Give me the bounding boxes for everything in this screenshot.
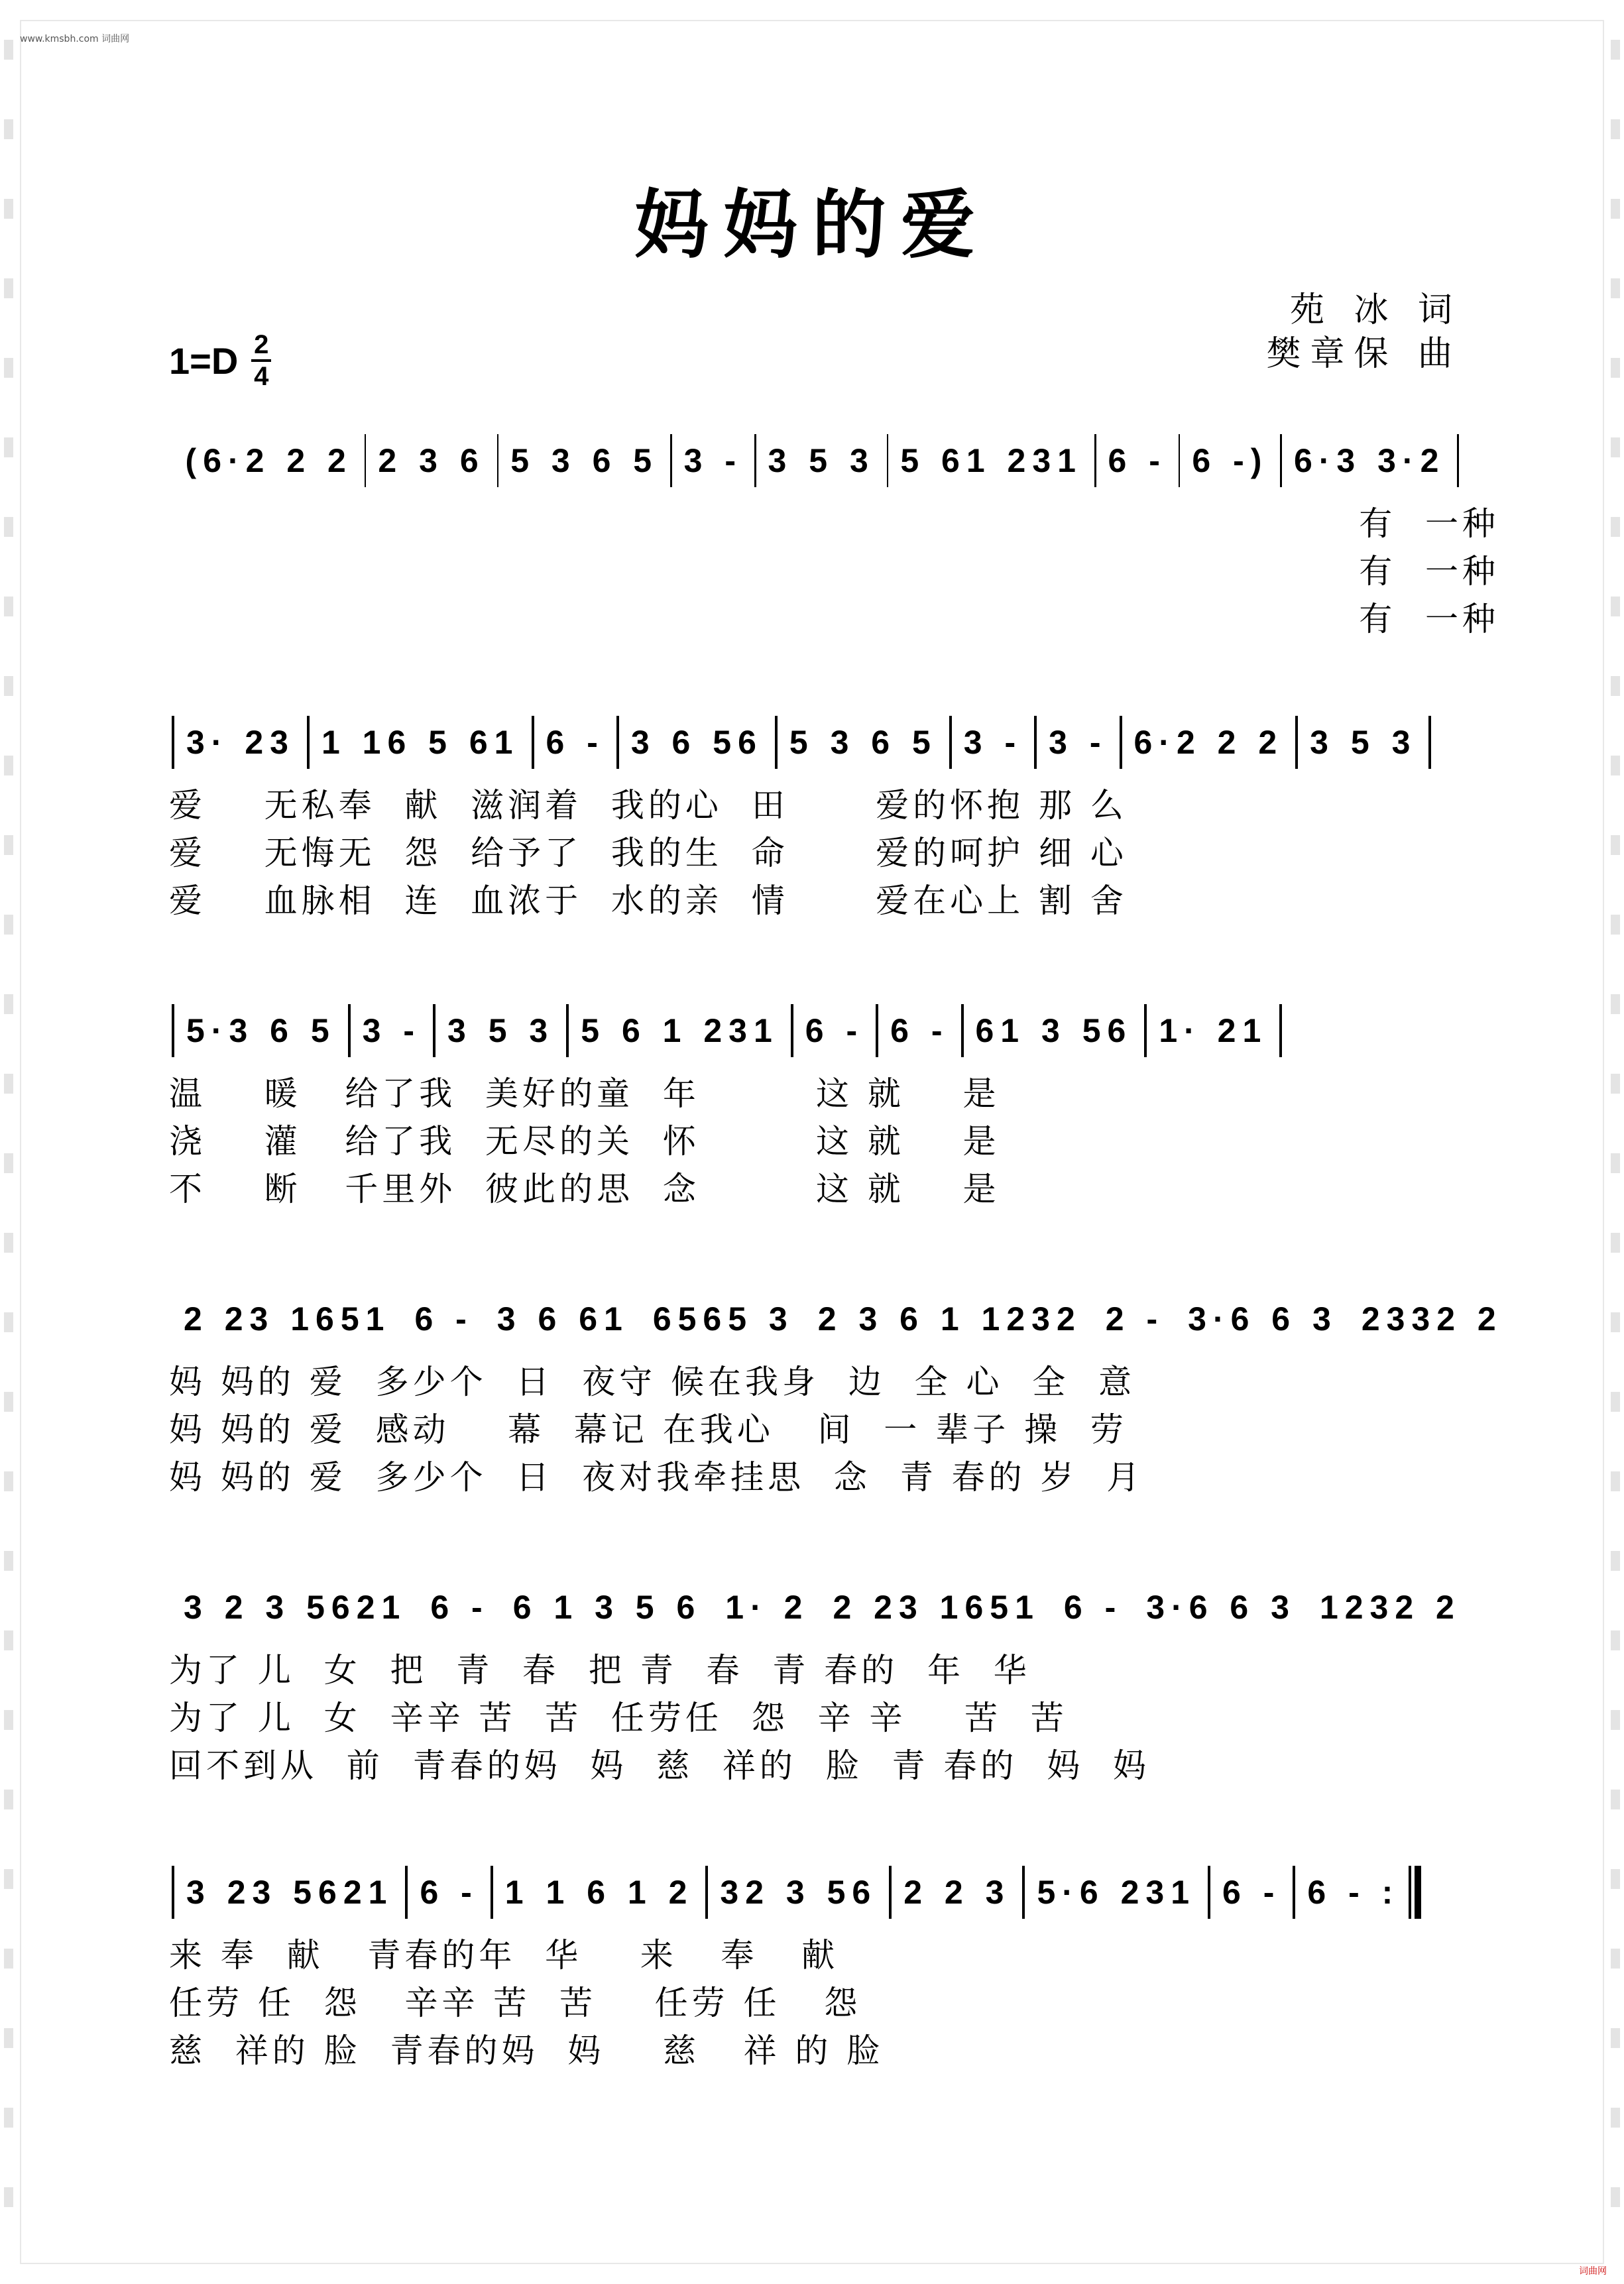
measure: 5 61 231 (900, 442, 1082, 479)
barline (876, 1004, 878, 1057)
key-signature (169, 331, 271, 390)
barline (775, 716, 778, 769)
meter-top: 2 (254, 330, 269, 359)
measure: 1· 2 (725, 1589, 809, 1626)
measure: 3·6 6 3 (1188, 1300, 1338, 1338)
measure: 6 - (546, 724, 605, 761)
lyric-verse-3: 爱 血脉相 连 血浓于 水的亲 情 爱在心上 割 舍 (169, 882, 1128, 920)
measure: 3 2 3 5621 (184, 1589, 407, 1626)
credits (1266, 288, 1462, 376)
barline (433, 1004, 435, 1057)
barline (1094, 434, 1096, 487)
lyric-verse-1: 为了 儿 女 把 青 春 把 青 春 青 春的 年 华 (169, 1651, 1031, 1689)
notes-row (169, 994, 1462, 1067)
measure: 3 - (683, 442, 742, 479)
barline (497, 434, 499, 487)
measure: 3 6 61 (496, 1300, 629, 1338)
lyric-verse-1: 爱 无私奉 献 滋润着 我的心 田 爱的怀抱 那 么 (169, 786, 1128, 825)
measure: 3· 23 (186, 724, 295, 761)
measure: 6 - (1108, 442, 1167, 479)
measure: 6·3 3·2 (1293, 442, 1446, 479)
barline (172, 1004, 174, 1057)
measure: 2 23 1651 (833, 1589, 1040, 1626)
barline (172, 1866, 174, 1919)
barline (889, 1866, 892, 1919)
meter-bottom: 4 (254, 362, 269, 391)
score-system (169, 994, 1462, 1210)
footer-watermark: 词曲网 (1579, 2266, 1607, 2277)
measure: 3 6 56 (630, 724, 763, 761)
lyricist-credit: 苑 冰 词 (1289, 290, 1462, 330)
barline (566, 1004, 569, 1057)
measure: 5·3 6 5 (186, 1012, 336, 1049)
notes-row (169, 1283, 1503, 1355)
measure: 3 5 3 (447, 1012, 555, 1049)
measure: 2 2 3 (903, 1874, 1011, 1911)
barline (949, 716, 952, 769)
measure: 3 - (1049, 724, 1108, 761)
composer-credit: 樊章保 曲 (1266, 334, 1462, 374)
score-system (169, 1571, 1462, 1787)
barline (307, 716, 310, 769)
measure: 2 - (1105, 1300, 1165, 1338)
measure: (6·2 2 2 (185, 442, 353, 479)
lyric-verse-3: 有 一种 (169, 600, 1500, 638)
barline (532, 716, 534, 769)
score-system (169, 1856, 1462, 2072)
lyric-verse-3: 慈 祥的 脸 青春的妈 妈 慈 祥 的 脸 (169, 2031, 884, 2070)
measure: 2 23 1651 (184, 1300, 391, 1338)
measure: 6 - (430, 1589, 489, 1626)
measure: 3 23 5621 (186, 1874, 394, 1911)
measure: 1· 21 (1159, 1012, 1268, 1049)
lyric-verse-1: 有 一种 (169, 504, 1500, 543)
measure: 3 - (963, 724, 1023, 761)
measure: 3 5 3 (768, 442, 875, 479)
barline (1293, 1866, 1295, 1919)
measure: 5 6 1 231 (581, 1012, 779, 1049)
barline (887, 434, 889, 487)
site-watermark: www.kmsbh.com 词曲网 (20, 34, 130, 44)
barline (1034, 716, 1037, 769)
notes-row (169, 424, 1462, 497)
lyric-verse-2: 为了 儿 女 辛辛 苦 苦 任劳任 怨 辛 辛 苦 苦 (169, 1699, 1068, 1737)
score-system (169, 424, 1500, 640)
score-system (169, 1283, 1503, 1499)
key-label: 1=D (169, 339, 239, 382)
barline (1279, 1004, 1282, 1057)
measure: 3 - (362, 1012, 422, 1049)
lyric-verse-3: 不 断 千里外 彼此的思 念 这 就 是 (169, 1170, 1000, 1208)
measure: 6·2 2 2 (1133, 724, 1284, 761)
song-title: 妈妈的爱 (634, 182, 990, 268)
final-repeat-barline (1409, 1866, 1421, 1919)
measure: 6 - (1063, 1589, 1123, 1626)
barline (172, 716, 174, 769)
lyric-verse-2: 任劳 任 怨 辛辛 苦 苦 任劳 任 怨 (169, 1984, 862, 2022)
barline (1120, 716, 1122, 769)
measure: 1 16 5 61 (321, 724, 520, 761)
barline (670, 434, 672, 487)
right-margin-strip (1611, 40, 1620, 2240)
barline (348, 1004, 351, 1057)
measure: 1 1 6 1 2 (504, 1874, 694, 1911)
measure: 6 - (805, 1012, 864, 1049)
time-signature (251, 331, 271, 390)
barline (491, 1866, 493, 1919)
barline (365, 434, 367, 487)
barline (405, 1866, 408, 1919)
measure: 6 - (890, 1012, 949, 1049)
measure: 6 -) (1192, 442, 1269, 479)
lyric-verse-1: 来 奉 献 青春的年 华 来 奉 献 (169, 1936, 839, 1974)
measure: 2 3 6 1 1232 (817, 1300, 1082, 1338)
lyric-verse-1: 温 暖 给了我 美好的童 年 这 就 是 (169, 1074, 1000, 1113)
measure: 32 3 56 (720, 1874, 878, 1911)
barline (961, 1004, 964, 1057)
barline (1144, 1004, 1147, 1057)
barline (1022, 1866, 1025, 1919)
measure: 3·6 6 3 (1146, 1589, 1296, 1626)
barline (1295, 716, 1298, 769)
lyric-verse-1: 妈 妈的 爱 多少个 日 夜守 候在我身 边 全 心 全 意 (169, 1363, 1136, 1401)
barline (791, 1004, 793, 1057)
measure: 3 5 3 (1310, 724, 1417, 761)
measure: 61 3 56 (975, 1012, 1133, 1049)
lyric-verse-2: 浇 灌 给了我 无尽的关 怀 这 就 是 (169, 1122, 1000, 1161)
thick-bar (1415, 1866, 1421, 1919)
barline (1428, 716, 1431, 769)
measure: 6 - : (1307, 1874, 1400, 1911)
notes-row (169, 1571, 1462, 1644)
thin-bar (1409, 1866, 1411, 1919)
lyric-verse-3: 回不到从 前 青春的妈 妈 慈 祥的 脸 青 春的 妈 妈 (169, 1746, 1150, 1785)
barline (754, 434, 756, 487)
measure: 6 1 3 5 6 (512, 1589, 702, 1626)
barline (616, 716, 619, 769)
measure: 1232 2 (1319, 1589, 1461, 1626)
measure: 5·6 231 (1037, 1874, 1196, 1911)
measure: 6 - (420, 1874, 479, 1911)
notes-row (169, 706, 1462, 779)
measure: 6 - (414, 1300, 473, 1338)
lyric-verse-2: 有 一种 (169, 552, 1500, 591)
notes-row (169, 1856, 1462, 1929)
measure: 6565 3 (652, 1300, 794, 1338)
barline (1457, 434, 1459, 487)
measure: 5 3 6 5 (789, 724, 937, 761)
measure: 6 - (1222, 1874, 1281, 1911)
lyric-verse-2: 爱 无悔无 怨 给予了 我的生 命 爱的呵护 细 心 (169, 834, 1128, 872)
barline (1179, 434, 1181, 487)
barline (705, 1866, 708, 1919)
measure: 5 3 6 5 (510, 442, 659, 479)
lyric-verse-3: 妈 妈的 爱 多少个 日 夜对我牵挂思 念 青 春的 岁 月 (169, 1458, 1144, 1497)
measure: 2332 2 (1361, 1300, 1503, 1338)
lyric-verse-2: 妈 妈的 爱 感动 幕 幕记 在我心 间 一 辈子 操 劳 (169, 1410, 1128, 1449)
measure: 2 3 6 (378, 442, 485, 479)
barline (1280, 434, 1282, 487)
barline (1208, 1866, 1210, 1919)
left-margin-strip (4, 40, 13, 2240)
score-system (169, 706, 1462, 922)
